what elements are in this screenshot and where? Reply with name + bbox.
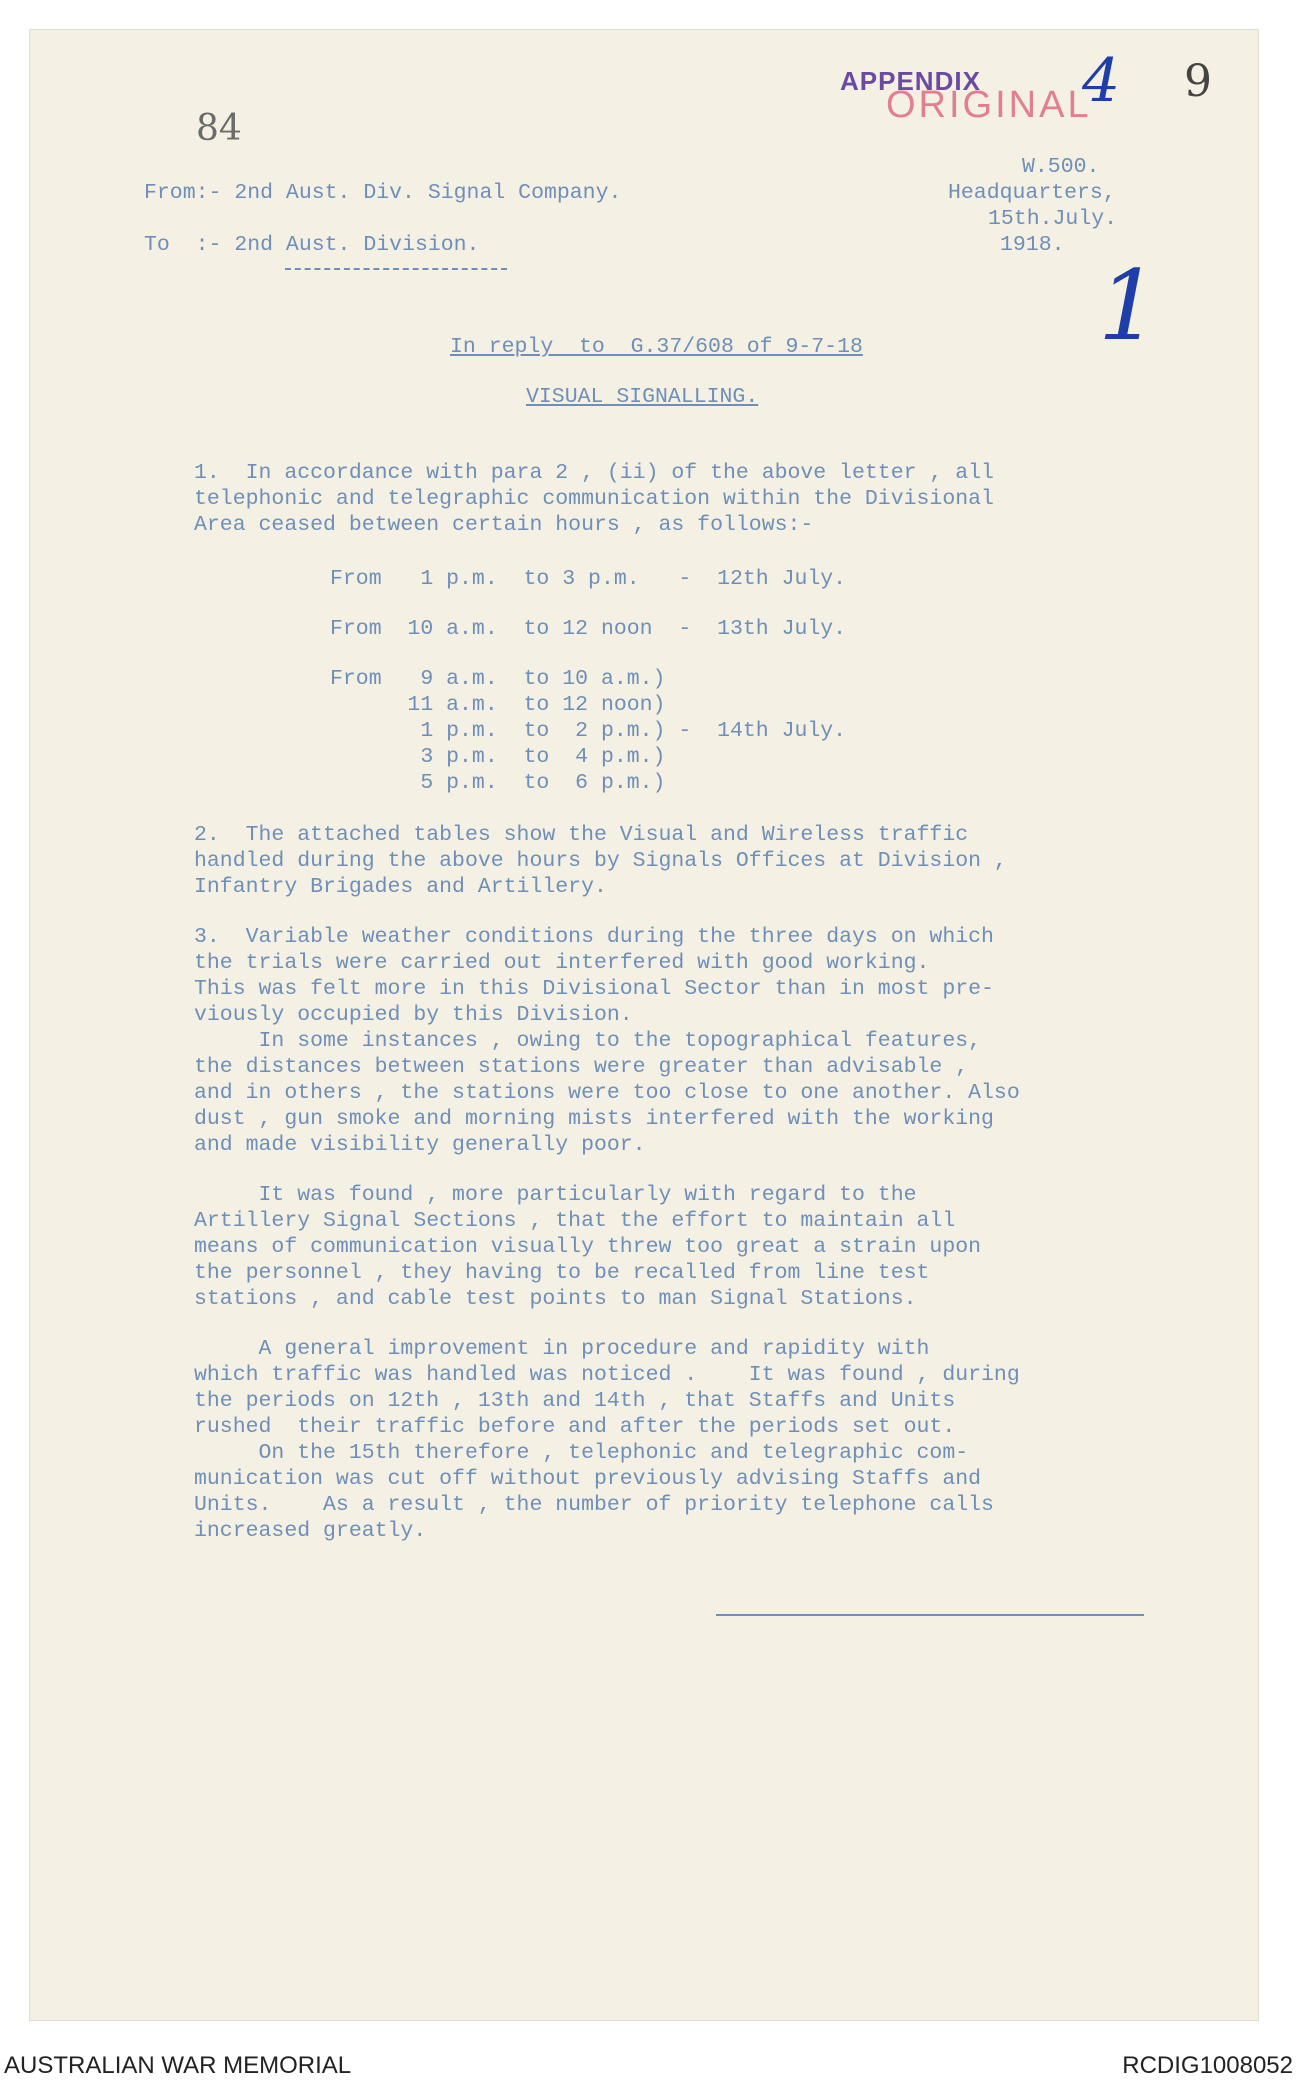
appendix-number-handwritten: 4 [1082, 46, 1121, 116]
paragraph-3: 3. Variable weather conditions during the three days on which the trials were carried out interfered with good working. This was felt more in this Divisional Sector than in most pre- viously occupied by this Division. In some instances , owing to the topographical features, the distances between stations were greater than advisable , and in others , the stations were too close to one another. Also dust , gun smoke and morning mists interfered with the working and made visibility generally poor. [194, 925, 1020, 1157]
big-number-handwritten: 1 [1098, 250, 1160, 362]
closing-rule [716, 1614, 1144, 1616]
paragraph-1: 1. In accordance with para 2 , (ii) of the above letter , all telephonic and telegraphic communication within the Divisional Area ceased between certain hours , as follows:- [194, 461, 994, 537]
headquarters-line: Headquarters, [948, 181, 1116, 205]
to-line-underline [285, 268, 507, 270]
footer-institution: AUSTRALIAN WAR MEMORIAL [4, 2052, 352, 2079]
page-number-pencil: 84 [196, 108, 242, 149]
year-line: 1918. [1000, 233, 1065, 257]
paragraph-2: 2. The attached tables show the Visual and Wireless traffic handled during the above hours by Signals Offices at Division , Infantry Brigades and Artillery. [194, 823, 1007, 899]
document-subject: VISUAL SIGNALLING. [526, 385, 759, 409]
date-line: 15th.July. [988, 207, 1118, 231]
schedule-13th-july: From 10 a.m. to 12 noon - 13th July. [330, 617, 847, 641]
from-line: From:- 2nd Aust. Div. Signal Company. [144, 181, 622, 205]
to-line: To :- 2nd Aust. Division. [144, 233, 480, 257]
paragraph-4: It was found , more particularly with regard to the Artillery Signal Sections , that the effort to maintain all means of communication visually threw too great a strain upon the personnel , they having to be recalled from line test stations , and cable test points to man Signal Stations. [194, 1183, 982, 1311]
schedule-14th-july: From 9 a.m. to 10 a.m.) 11 a.m. to 12 noon) 1 p.m. to 2 p.m.) - 14th July. 3 p.m. to 4 p.m.) 5 p.m. to 6 p.m.) [330, 667, 847, 795]
reply-reference: In reply to G.37/608 of 9-7-18 [450, 335, 863, 359]
folio-number: 9 [1184, 56, 1212, 107]
paragraph-5: A general improvement in procedure and rapidity with which traffic was handled was noticed . It was found , during the periods on 12th , 13th and 14th , that Staffs and Units rushed their traffic before and after the periods set out. On the 15th therefore , telephonic and telegraphic com- munication was cut off without previously advising Staffs and Units. As a result , the number of priority telephone calls increased greatly. [194, 1337, 1020, 1543]
schedule-12th-july: From 1 p.m. to 3 p.m. - 12th July. [330, 567, 847, 591]
reference-number: W.500. [1022, 155, 1100, 179]
footer-catalogue-id: RCDIG1008052 [1122, 2052, 1293, 2079]
original-stamp: ORIGINAL [886, 84, 1092, 126]
appendix-stamp: APPENDIX [840, 66, 981, 96]
